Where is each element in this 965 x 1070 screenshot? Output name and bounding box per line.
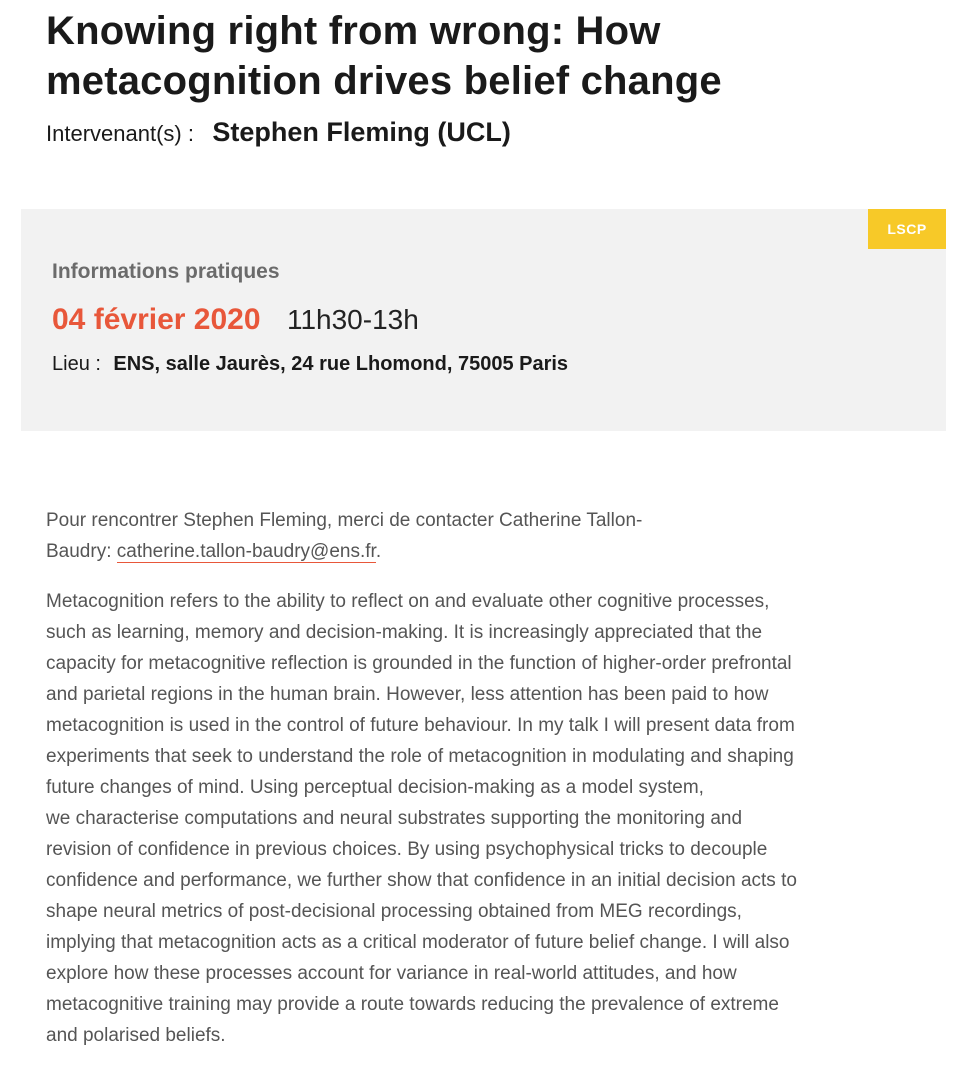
abstract-line: future changes of mind. Using perceptual decision-making as a model system, [46,777,704,798]
page-title: Knowing right from wrong: How metacognition drives belief change [46,9,722,103]
abstract-line: experiments that seek to understand the role of metacognition in modulating and shaping [46,746,794,767]
contact-prefix: Baudry: [46,541,117,562]
abstract-line: shape neural metrics of post-decisional processing obtained from MEG recordings, [46,901,742,922]
abstract-line: metacognitive training may provide a route towards reducing the prevalence of extreme [46,994,779,1015]
event-time: 11h30-13h [286,304,419,335]
abstract-line: metacognition is used in the control of future behaviour. In my talk I will present data from [46,715,795,736]
location-label: Lieu : [52,353,101,375]
abstract-line: revision of confidence in previous choices. By using psychophysical tricks to decouple [46,839,768,860]
abstract-line: Metacognition refers to the ability to reflect on and evaluate other cognitive processes, [46,591,770,612]
lab-badge[interactable]: LSCP [868,209,946,249]
abstract-line: confidence and performance, we further show that confidence in an initial decision acts to [46,870,797,891]
info-heading: Informations pratiques [52,260,280,283]
abstract-line: explore how these processes account for variance in real-world attitudes, and how [46,963,737,984]
email-link[interactable]: catherine.tallon-baudry@ens.fr [116,541,376,562]
speaker-label: Intervenant(s) : [46,121,194,146]
abstract-line: such as learning, memory and decision-making. It is increasingly appreciated that the [46,622,763,643]
contact-suffix: . [375,541,382,562]
abstract-line: and polarised beliefs. [46,1025,226,1046]
contact-paragraph [46,505,926,567]
speaker-row [46,117,511,148]
location-value: ENS, salle Jaurès, 24 rue Lhomond, 75005 Paris [113,353,569,375]
practical-info-panel [21,209,946,431]
abstract-line: implying that metacognition acts as a critical moderator of future belief change. I will also [46,932,790,953]
event-date: 04 février 2020 [52,303,261,336]
contact-line: Pour rencontrer Stephen Fleming, merci de contacter Catherine Tallon- [46,510,643,531]
abstract-line: we characterise computations and neural substrates supporting the monitoring and [46,808,743,829]
speaker-name: Stephen Fleming (UCL) [212,117,511,147]
abstract-paragraph [46,586,926,1051]
abstract-line: and parietal regions in the human brain. However, less attention has been paid to how [46,684,769,705]
contact-line [46,536,926,567]
location-row [52,353,568,376]
abstract-line: capacity for metacognitive reflection is grounded in the function of higher-order prefrontal [46,653,792,674]
date-row [52,303,419,337]
